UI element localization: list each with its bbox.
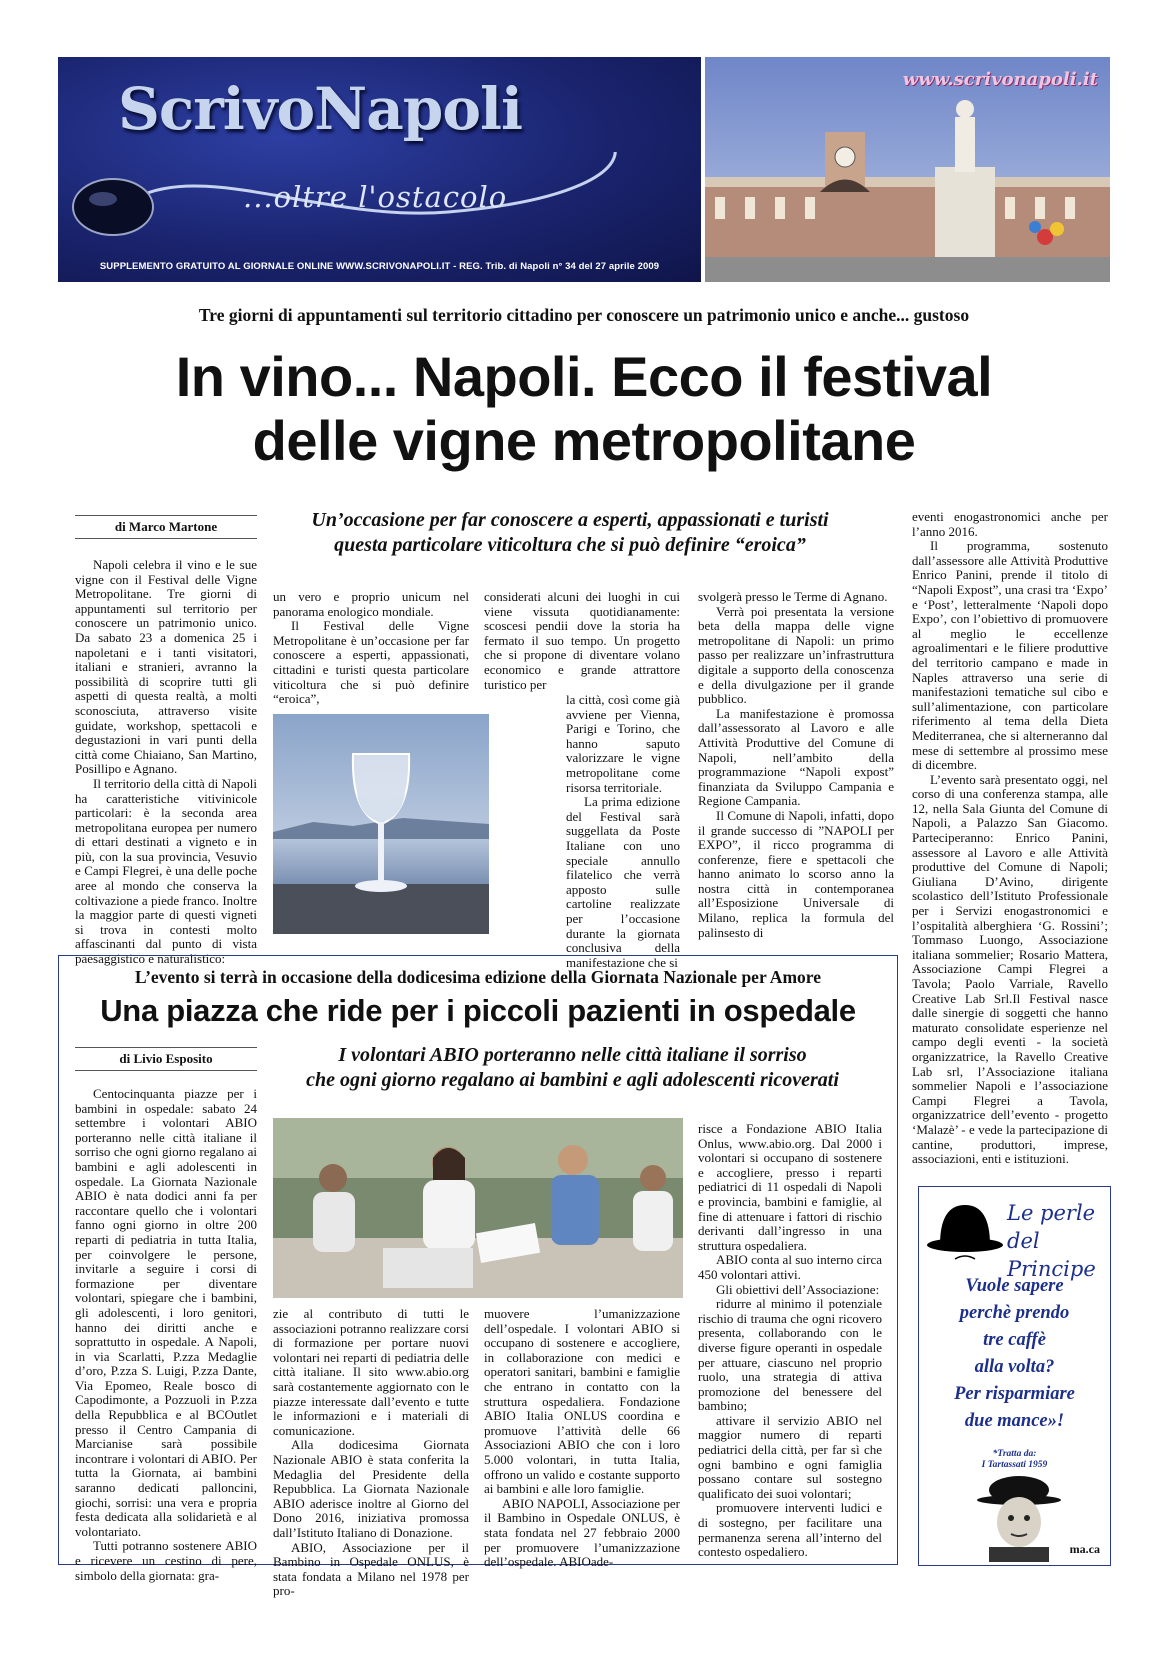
article2-column-4 [698, 1122, 882, 1560]
ad-source-line1: *Tratta da: [992, 1449, 1037, 1459]
article1-headline-line1: In vino... Napoli. Ecco il festival [175, 345, 993, 408]
paragraph: Alla dodicesima Giornata Nazionale ABIO è stata conferita la Medaglia del Presidente della Repubblica. La Giornata Nazionale ABIO aderisce inoltre al Giorno del Dono 2016, iniziativa promossa dall’Istituto Italiano di Donazione. [273, 1437, 469, 1540]
article1-headline-line2: delle vigne metropolitane [252, 409, 916, 472]
paragraph: un vero e proprio unicum nel panorama enologico mondiale. [273, 589, 469, 619]
abio-volunteers-photo [273, 1118, 683, 1298]
paragraph: Verrà poi presentata la versione beta della mappa delle vigne metropolitane di Napoli: un primo passo per realizzare un’infrastruttura digitale a supporto della conoscenza e della divulgazione per il grande pubblico. [698, 603, 894, 707]
quote-line: alla volta? [974, 1357, 1055, 1377]
paragraph: svolgerà presso le Terme di Agnano. [698, 589, 888, 604]
site-url: www.scrivonapoli.it [902, 69, 1098, 90]
paragraph: Il programma, sostenuto dall’assessore alle Attività Produttive Enrico Panini, prende il titolo di “Napoli Expost”, una crasi tra ‘Expo’ e ‘Post’, letteralmente ‘Napoli dopo Expo’, con l’obiettivo di promuovere al meglio le eccellenze agroalimentari e le filiere produttive del territorio campano e made in Naples attraverso una serie di manifestazioni tematiche sul cibo e sull’alimentazione, con particolare riferimento al tema della Dieta Mediterranea, che si alterneranno dal mese di settembre al prossimo mese di dicembre. [912, 538, 1108, 773]
paragraph: Il Comune di Napoli, infatti, dopo il grande successo di ”NAPOLI per EXPO”, il ricco programma di conferenze, fiere e spettacoli che hanno animato lo scorso anno la nostra città in contemporanea all’Esposizione Universale di Milano, replica la formula del palinsesto di [698, 807, 894, 940]
paragraph: ABIO conta al suo interno circa 450 volontari attivi. [698, 1252, 882, 1282]
quote-line: perchè prendo [959, 1303, 1070, 1323]
wine-glass-illustration [273, 714, 489, 934]
article1-subhead-line2: questa particolare viticoltura che si può definire “eroica” [334, 534, 806, 556]
ad-source [919, 1449, 1110, 1471]
paragraph: Gli obiettivi dell’Associazione: [716, 1281, 880, 1297]
paragraph: La prima edizione del Festival sarà suggellata da Poste Italiane con uno speciale annullo filatelico che verrà apposto sulle cartoline realizzate per l’occasione durante la giornata conclusiva della manifestazione che si [566, 794, 680, 970]
ad-signature: ma.ca [1069, 1542, 1100, 1556]
paragraph: risce a Fondazione ABIO Italia Onlus, www.abio.org. Dal 2000 i volontari si occupano di sostenere e accogliere, presso i reparti pediatrici di 11 ospedali di Napoli e provincia, bambini e famiglie, al fine di attenuare i fattori di rischio derivanti dall’ingresso in una struttura ospedaliera. [698, 1121, 882, 1253]
wine-glass-photo [273, 714, 489, 934]
ad-source-line2: I Tartassati 1959 [981, 1460, 1048, 1470]
article1-column-5 [912, 510, 1108, 1167]
article2-column-2 [273, 1307, 469, 1599]
paragraph: zie al contributo di tutti le associazioni potranno realizzare corsi di formazione per portare nuovi volontari nei reparti di pediatria delle città italiane. Il sito www.abio.org sarà costantemente aggiornato con le piazze interessate dall’evento e tutte le informazioni e i materiali di comunicazione. [273, 1306, 469, 1438]
logo: ScrivoNapoli [118, 75, 523, 143]
masthead [58, 57, 701, 282]
quote-line: Per risparmiare [954, 1384, 1075, 1404]
paragraph: attivare il servizio ABIO nel maggior numero di reparti pediatrici della città, per far sì che ogni bambino e ogni famiglia possano contare sul sostegno qualificato dei suoi volontari; [698, 1412, 882, 1501]
volunteers-illustration [273, 1118, 683, 1298]
paragraph: Tutti potranno sostenere ABIO e ricevere un cestino di pere, simbolo della giornata: gra- [75, 1538, 257, 1583]
paragraph: la città, così come già avviene per Vienna, Parigi e Torino, che hanno saputo valorizzare le vigne metropolitane come risorsa territoriale. [566, 692, 680, 795]
article1-headline [58, 345, 1110, 473]
ad-title [1007, 1199, 1110, 1283]
article2-byline: di Livio Esposito [75, 1047, 257, 1071]
paragraph: muovere l’umanizzazione dell’ospedale. I volontari ABIO si occupano di sostenere e accogliere, in collaborazione con medici e operatori sanitari, bambini e famiglie che entrano in contatto con la struttura ospedaliera. Fondazione ABIO Italia ONLUS coordina e promuove l’attività delle 66 Associazioni ABIO che con i loro 5.000 volontari, in tutta Italia, offrono un valido e costante supporto ai bambini e alle loro famiglie. [484, 1306, 680, 1497]
paragraph: ABIO NAPOLI, Associazione per il Bambino in Ospedale ONLUS, è stata fondata nel 27 febbraio 2000 per promuovere l’umanizzazione dell’ospedale. ABIOade- [484, 1495, 680, 1570]
paragraph: ridurre al minimo il potenziale rischio di trauma che ogni ricovero presenta, collaborando con le diverse figure operanti in ospedale per attuare, ciascuno nel proprio ruolo, una strategia di attiva promozione del benessere del bambino; [698, 1296, 882, 1414]
article2-kicker: L’evento si terrà in occasione della dodicesima edizione della Giornata Nazionale per Amore [135, 967, 821, 987]
article1-kicker: Tre giorni di appuntamenti sul territorio cittadino per conoscere un patrimonio unico e anche... gustoso [198, 305, 970, 325]
article1-column-3-continued [566, 693, 680, 970]
ad-title-line2: del Principe [1007, 1229, 1096, 1281]
paragraph: Napoli celebra il vino e le sue vigne con il Festival delle Vigne Metropolitane. Tre giorni di appuntamenti sul territorio per conoscere un patrimonio unico. Da sabato 23 a domenica 25 i napoletani e i tanti visitatori, italiani e stranieri, avranno la possibilità di scoprire tutti gli aspetti di questa realtà, a molti sconosciuta, attraverso visite guidate, workshop, spettacoli e degustazioni in vari punti della città come Chiaiano, San Martino, Posillipo e Agnano. [75, 557, 257, 777]
le-perle-del-principe-box [918, 1186, 1111, 1566]
article2-subhead-line1: I volontari ABIO porteranno nelle città italiane il sorriso [338, 1044, 807, 1066]
bowler-hat-icon [925, 1197, 1015, 1267]
article1-subhead [270, 508, 870, 558]
paragraph: L’evento sarà presentato oggi, nel corso di una conferenza stampa, alle 12, nella Sala Giunta del Comune di Napoli, a Palazzo San Giacomo. Parteciperanno: Enrico Panini, assessore al Lavoro e alle Attività produttive del Comune di Napoli; Giuliana D’Avino, dirigente scolastico dell’Istituto Professionale per i Servizi enogastronomici e l’ospitalità alberghiera ‘G. Rossini’; Tommaso Luongo, Associazione italiana sommelier; Rosario Mattera, Associazione Campi Flegrei a Tavola; Paolo Varriale, Ravello Creative Lab Srl.Il Festival nasce dalle sinergie di soggetti che hanno maturato consolidate esperienze nel campo degli eventi - la società organizzatrice, la Ravello Creative Lab srl, l’Associazione italiana sommelier Napoli e l’associazione Campi Flegrei a Tavola, organizzatrice dell’evento - progetto ‘Malazè’ - e vede la partecipazione di cantine, produttori, imprese, associazioni, enti e istituzioni. [912, 771, 1108, 1167]
paragraph: eventi enogastronomici anche per l’anno 2016. [912, 509, 1108, 539]
paragraph: La manifestazione è promossa dall’assessorato al Lavoro e alle Attività Produttive del Comune di Napoli, nell’ambito della programmazione “Napoli expost” finanziata da Sviluppo Campania e Regione Campania. [698, 705, 894, 809]
article2-subhead [270, 1043, 875, 1093]
paragraph: Il territorio della città di Napoli ha caratteristiche vitivinicole particolari: è la seconda area metropolitana europea per numero di ettari destinati a vigneto e in più, con la sua provincia, Vesuvio e Campi Flegrei, è una delle poche aree al mondo che conserva la coltivazione a piede franco. Inoltre la maggior parte di questi vigneti si trova in contesti molto affascinanti dal punto di vista paesaggistico e naturalistico: [75, 775, 257, 967]
article1-column-3 [484, 590, 680, 692]
article2-subhead-line2: che ogni giorno regalano ai bambini e agli adolescenti ricoverati [306, 1069, 839, 1091]
quote-line: due mance»! [964, 1411, 1065, 1431]
article1-subhead-line1: Un’occasione per far conoscere a esperti, appassionati e turisti [311, 509, 829, 531]
toto-portrait-icon [969, 1472, 1069, 1562]
article1-column-1 [75, 558, 257, 967]
paragraph: considerati alcuni dei luoghi in cui viene vissuta quotidianamente: scoscesi pendii dove la storia ha fermato il suo tempo. Un progetto che si propone di diventare volano economico e grande attrattore turistico per [484, 589, 680, 692]
piazza-photo-illustration [705, 57, 1110, 282]
article1-column-4 [698, 590, 894, 940]
paragraph: promuovere interventi ludici e di sostegno, per facilitare una permanenza serena all’interno del contesto ospedaliero. [698, 1500, 882, 1560]
paragraph: Il Festival delle Vigne Metropolitane è un’occasione per far conoscere a esperti, appassionati, cittadini e turisti questa particolare viticoltura che si può definire “eroica”, [273, 618, 469, 707]
ad-quote [919, 1273, 1110, 1435]
article1-column-2 [273, 590, 469, 707]
quote-line: tre caffè [983, 1330, 1046, 1350]
ad-title-line1: Le perle [1007, 1201, 1096, 1225]
article2-headline: Una piazza che ride per i piccoli pazienti in ospedale [100, 993, 856, 1028]
supplement-notice: SUPPLEMENTO GRATUITO AL GIORNALE ONLINE WWW.SCRIVONAPOLI.IT - REG. Trib. di Napoli n° 34 del 27 aprile 2009 [99, 261, 660, 272]
article1-byline: di Marco Martone [75, 515, 257, 539]
article2-column-1 [75, 1087, 257, 1583]
tagline: ...oltre l'ostacolo [243, 180, 508, 214]
paragraph: ABIO, Associazione per il Bambino in Ospedale ONLUS, è stata fondata a Milano nel 1978 per pro- [273, 1539, 469, 1599]
paragraph: Centocinquanta piazze per i bambini in ospedale: sabato 24 settembre i volontari ABIO porteranno nelle città italiane il sorriso che ogni giorno regalano ai bambini e agli adolescenti in ospedale. La Giornata Nazionale ABIO è nata dodici anni fa per raccontare quello che i volontari fanno ogni giorno in oltre 200 reparti di pediatria in tutta Italia, per coinvolgere le persone, invitarle a seguire i corsi di formazione per diventare volontari, spiegare che i bambini, gli adolescenti, i loro genitori, hanno dei diritti anche e soprattutto in ospedale. A Napoli, in via Scarlatti, P.zza Medaglie d’oro, P.zza S. Luigi, P.zza Dante, Via Epomeo, Reale bosco di Capodimonte, a Pozzuoli in P.zza della Repubblica e al BCOutlet presso il Centro Campania di Marcianise sarà possibile incontrare i volontari di ABIO. Per tutta la Giornata, ai bambini saranno dedicati palloncini, giochi, sorrisi: una vera e propria festa dedicata alla solidarietà e al volontariato. [75, 1086, 257, 1539]
article2-column-3 [484, 1307, 680, 1570]
piazza-dante-photo [705, 57, 1110, 282]
quote-line: Vuole sapere [965, 1276, 1064, 1296]
